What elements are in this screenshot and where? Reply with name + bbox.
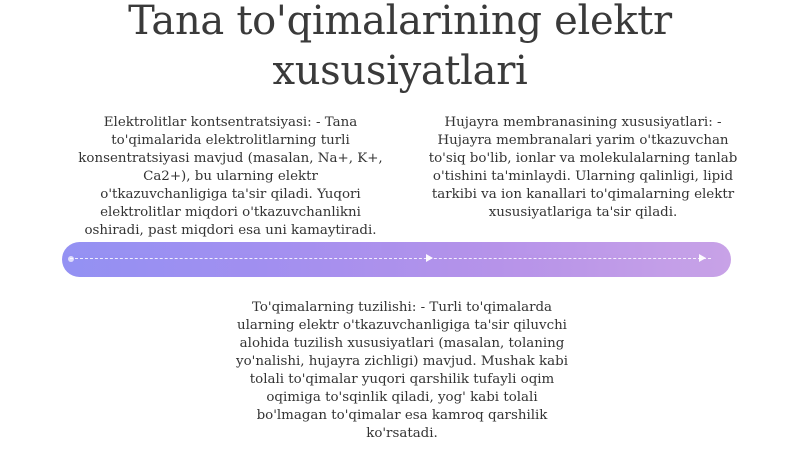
electrolyte-concentration-text: Elektrolitlar kontsentratsiyasi: - Tana to'qimalarida elektrolitlarning turli konsentratsiyasi mavjud (masalan, Na+, K+, Ca2+), bu ularning elektr o'tkazuvchanligiga ta'sir qiladi. Yuqori elektrolitlar miqdori o'tkazuvchanlikni oshiradi, past miqdori esa uni kamaytiradi.	[78, 115, 383, 238]
title-line-2: xususiyatlari	[272, 48, 528, 94]
timeline-dashed-line	[70, 258, 711, 259]
timeline-start-dot	[68, 256, 74, 262]
tissue-structure-text: To'qimalarning tuzilishi: - Turli to'qimalarda ularning elektr o'tkazuvchanligiga ta'sir qiluvchi alohida tuzilish xususiyatlari (masalan, tolaning yo'nalishi, hujayra zichligi) mavjud. Mushak kabi tolali to'qimalar yuqori qarshilik tufayli oqim oqimiga to'sqinlik qiladi, yog' kabi tolali bo'lmagan to'qimalar esa kamroq qarshilik ko'rsatadi.	[236, 300, 568, 441]
timeline-bar	[62, 242, 731, 277]
cell-membrane-properties-text: Hujayra membranasining xususiyatlari: - Hujayra membranalari yarim o'tkazuvchan to'siq bo'lib, ionlar va molekulalarning tanlab o'tishini ta'minlaydi. Ularning qalinligi, lipid tarkibi va ion kanallari to'qimalarning elektr xususiyatlariga ta'sir qiladi.	[428, 115, 738, 220]
timeline-arrow-end-icon	[699, 254, 706, 262]
title-line-1: Tana to'qimalarining elektr	[128, 0, 672, 44]
page-title	[0, 0, 800, 96]
timeline-arrow-icon	[426, 254, 433, 262]
